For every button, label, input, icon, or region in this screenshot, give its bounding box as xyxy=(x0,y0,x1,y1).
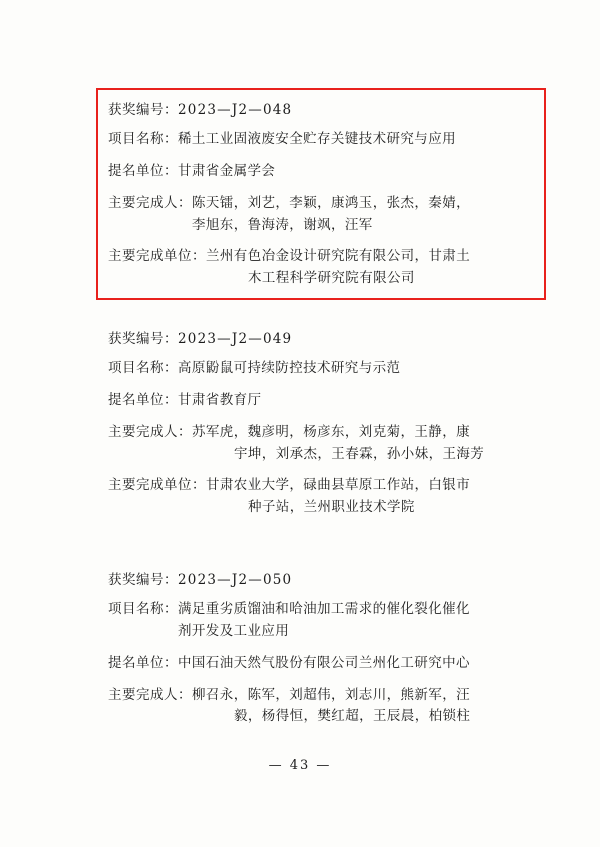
project-name-line1-3: 满足重劣质馏油和哈油加工需求的催化裂化催化 xyxy=(178,601,470,617)
page-number-footer: — 43 — xyxy=(268,758,332,773)
contributors-row-2 xyxy=(108,422,538,466)
units-value-1 xyxy=(206,246,538,290)
award-entry-3 xyxy=(108,568,538,738)
nominating-unit-label-3: 提名单位： xyxy=(108,654,178,671)
units-label-2: 主要完成单位： xyxy=(108,477,206,494)
contributors-line1-3: 柳召永，陈军，刘超伟，刘志川，熊新军，汪 xyxy=(192,686,470,703)
project-name-value-1: 稀土工业固液废安全贮存关键技术研究与应用 xyxy=(178,131,456,147)
contributors-line1-1: 陈天镭，刘艺，李颖，康鸿玉，张杰，秦婧， xyxy=(192,194,470,211)
contributors-value-3 xyxy=(192,685,538,729)
project-name-row-3 xyxy=(108,599,538,643)
nominating-unit-row-2 xyxy=(108,390,538,412)
contributors-line2-3: 毅，杨得恒，樊红超，王辰晨，柏锁柱 xyxy=(234,708,471,725)
units-line2-1: 木工程科学研究院有限公司 xyxy=(248,270,415,287)
nominating-unit-row-1 xyxy=(108,161,538,183)
project-name-line2-3: 剂开发及工业应用 xyxy=(178,622,290,639)
contributors-label-1: 主要完成人： xyxy=(108,194,192,211)
award-number-value-1: 2023—J2—048 xyxy=(178,102,293,118)
contributors-value-1 xyxy=(192,193,538,237)
award-number-value-3: 2023—J2—050 xyxy=(178,572,293,588)
units-row-2 xyxy=(108,475,538,519)
units-line1-2: 甘肃农业大学，碌曲县草原工作站，白银市 xyxy=(206,477,471,494)
units-label-1: 主要完成单位： xyxy=(108,248,206,265)
award-number-label-3: 获奖编号： xyxy=(108,572,178,588)
project-name-label-2: 项目名称： xyxy=(108,360,178,376)
project-name-value-3 xyxy=(178,599,538,643)
project-name-value-2: 高原鼢鼠可持续防控技术研究与示范 xyxy=(178,360,401,376)
contributors-line2-1: 李旭东，鲁海涛，谢飒，汪军 xyxy=(192,216,373,233)
units-row-1 xyxy=(108,246,538,290)
award-number-row-1 xyxy=(108,98,538,118)
nominating-unit-value-3: 中国石油天然气股份有限公司兰州化工研究中心 xyxy=(178,654,470,671)
units-line2-2: 种子站，兰州职业技术学院 xyxy=(248,499,415,516)
nominating-unit-label-2: 提名单位： xyxy=(108,391,178,408)
award-entry-1 xyxy=(108,98,538,300)
contributors-row-1 xyxy=(108,193,538,237)
award-entry-2 xyxy=(108,327,538,529)
contributors-line2-2: 宇坤，刘承杰，王春霖，孙小妹，王海芳 xyxy=(234,445,485,462)
project-name-row-1 xyxy=(108,129,538,151)
award-number-value-2: 2023—J2—049 xyxy=(178,331,293,347)
award-number-row-2 xyxy=(108,327,538,347)
units-line1-1: 兰州有色冶金设计研究院有限公司，甘肃土 xyxy=(206,248,471,265)
project-name-label-1: 项目名称： xyxy=(108,131,178,147)
units-value-2 xyxy=(206,475,538,519)
contributors-line1-2: 苏军虎，魏彦明，杨彦东，刘克菊，王静，康 xyxy=(192,423,470,440)
nominating-unit-value-1: 甘肃省金属学会 xyxy=(178,162,276,179)
contributors-row-3 xyxy=(108,685,538,729)
project-name-label-3: 项目名称： xyxy=(108,601,178,617)
project-name-row-2 xyxy=(108,358,538,380)
award-number-label-2: 获奖编号： xyxy=(108,331,178,347)
contributors-label-2: 主要完成人： xyxy=(108,423,192,440)
contributors-value-2 xyxy=(192,422,538,466)
contributors-label-3: 主要完成人： xyxy=(108,686,192,703)
nominating-unit-row-3 xyxy=(108,653,538,675)
nominating-unit-value-2: 甘肃省教育厅 xyxy=(178,391,262,408)
award-number-label-1: 获奖编号： xyxy=(108,102,178,118)
nominating-unit-label-1: 提名单位： xyxy=(108,162,178,179)
award-number-row-3 xyxy=(108,568,538,588)
